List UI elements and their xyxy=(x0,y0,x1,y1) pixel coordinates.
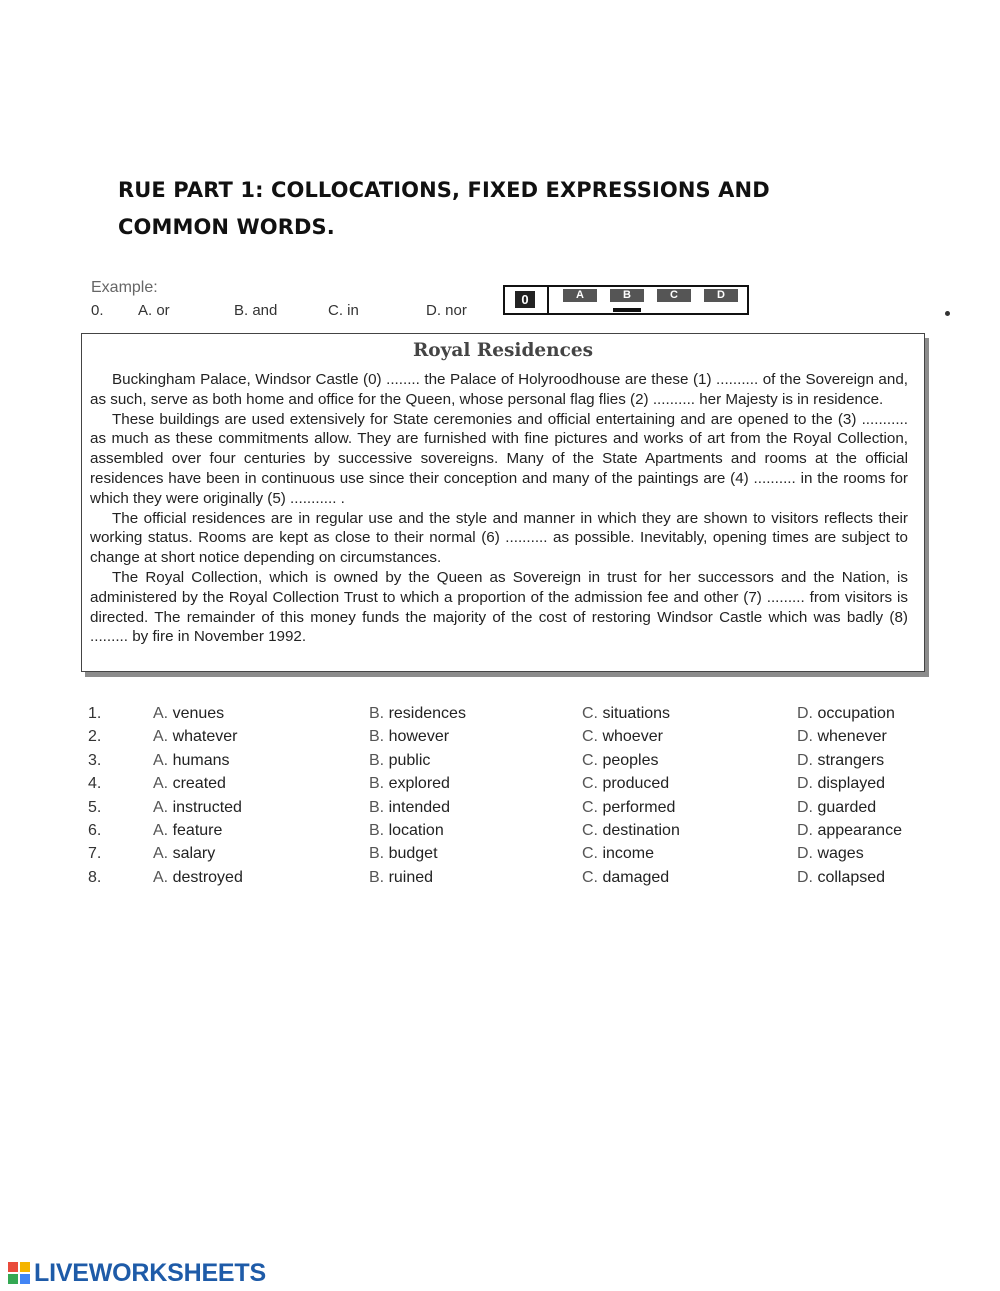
passage-paragraph: These buildings are used extensively for State ceremonies and official entertaining and are opened to the (3) ........... as much as these commitments allow. They are furnished with fine pictures and works of art from the Royal Collection, assembled over four centuries by successive sovereigns. Many of the State Apartments and rooms at the official residences have been in continuous use since their conception and many of the paintings are (4) .......... in the rooms for which they were originally (5) ........... . xyxy=(90,410,908,507)
option-d[interactable]: D. whenever xyxy=(797,728,887,746)
passage-paragraph: The Royal Collection, which is owned by the Queen as Sovereign in trust for her successors and the Nation, is administered by the Royal Collection Trust to which a proportion of the admission fee and other (7) ......... from visitors is directed. The remainder of this money funds the majority of the cost of restoring Windsor Castle which was badly (8) ......... by fire in November 1992. xyxy=(90,568,908,646)
option-a[interactable]: A. destroyed xyxy=(153,868,243,886)
brand-name: LIVEWORKSHEETS xyxy=(34,1259,266,1287)
option-b[interactable]: B. however xyxy=(369,728,450,746)
example-option-c: C. in xyxy=(328,302,359,319)
question-row xyxy=(88,869,928,892)
option-c[interactable]: C. damaged xyxy=(582,868,670,886)
option-d[interactable]: D. guarded xyxy=(797,798,877,816)
example-number: 0. xyxy=(91,302,104,319)
answer-sheet-option-b: B xyxy=(610,289,644,302)
example-answer-sheet xyxy=(503,285,749,315)
option-c[interactable]: C. income xyxy=(582,845,655,863)
question-row xyxy=(88,799,928,822)
option-a[interactable]: A. instructed xyxy=(153,798,242,816)
question-number: 8. xyxy=(88,868,102,886)
passage-title: Royal Residences xyxy=(412,340,594,361)
option-c[interactable]: C. produced xyxy=(582,775,670,793)
question-row xyxy=(88,775,928,798)
example-label: Example: xyxy=(91,279,158,296)
option-b[interactable]: B. explored xyxy=(369,775,450,793)
passage-box xyxy=(81,333,925,672)
option-d[interactable]: D. wages xyxy=(797,845,864,863)
option-c[interactable]: C. performed xyxy=(582,798,676,816)
option-b[interactable]: B. residences xyxy=(369,705,466,722)
question-row xyxy=(88,705,928,728)
question-number: 1. xyxy=(88,705,102,722)
question-number: 4. xyxy=(88,775,102,793)
worksheet-heading: RUE PART 1: COLLOCATIONS, FIXED EXPRESSIONS AND COMMON WORDS. xyxy=(118,178,770,239)
example-option-d: D. nor xyxy=(426,302,467,319)
answer-sheet-option-d: D xyxy=(704,289,738,302)
stray-dot xyxy=(945,311,950,316)
option-c[interactable]: C. situations xyxy=(582,705,671,722)
option-d[interactable]: D. displayed xyxy=(797,775,886,793)
option-c[interactable]: C. peoples xyxy=(582,751,659,769)
answer-sheet-option-c: C xyxy=(657,289,691,302)
option-a[interactable]: A. feature xyxy=(153,821,223,839)
question-number: 5. xyxy=(88,798,102,816)
option-a[interactable]: A. salary xyxy=(153,845,216,863)
example-option-b: B. and xyxy=(234,302,278,319)
option-b[interactable]: B. ruined xyxy=(369,868,434,886)
option-d[interactable]: D. occupation xyxy=(797,705,895,722)
option-b[interactable]: B. budget xyxy=(369,845,438,863)
example-option-a: A. or xyxy=(138,302,170,319)
option-b[interactable]: B. public xyxy=(369,751,431,769)
question-number: 2. xyxy=(88,728,102,746)
answer-sheet-option-a: A xyxy=(563,289,597,302)
question-number: 6. xyxy=(88,821,102,839)
option-a[interactable]: A. whatever xyxy=(153,728,238,746)
question-row xyxy=(88,822,928,845)
passage-paragraph: Buckingham Palace, Windsor Castle (0) ........ the Palace of Holyroodhouse are these (1) .......... of the Sovereign and, as such, serve as both home and office for the Queen, whose personal flag flies (2) .......... her Majesty is in residence. xyxy=(90,371,908,408)
question-number: 3. xyxy=(88,751,102,769)
passage-paragraph: The official residences are in regular use and the style and manner in which they are shown to visitors reflects their working status. Rooms are kept as close to their normal (6) .......... as possible. Inevitably, opening times are subject to change at short notice depending on circumstances. xyxy=(90,509,908,567)
answer-mark-icon xyxy=(613,308,641,312)
passage-text xyxy=(90,370,908,647)
option-a[interactable]: A. humans xyxy=(153,751,230,769)
option-b[interactable]: B. intended xyxy=(369,798,450,816)
answer-sheet-number: 0 xyxy=(505,287,549,313)
question-number: 7. xyxy=(88,845,102,863)
option-c[interactable]: C. whoever xyxy=(582,728,663,746)
option-c[interactable]: C. destination xyxy=(582,821,680,839)
option-b[interactable]: B. location xyxy=(369,821,444,839)
option-d[interactable]: D. collapsed xyxy=(797,868,886,886)
option-a[interactable]: A. venues xyxy=(153,705,225,722)
question-row xyxy=(88,752,928,775)
option-d[interactable]: D. appearance xyxy=(797,821,902,839)
option-a[interactable]: A. created xyxy=(153,775,226,793)
question-row xyxy=(88,728,928,751)
question-list xyxy=(88,705,928,892)
liveworksheets-logo-icon xyxy=(8,1262,30,1284)
question-row xyxy=(88,845,928,868)
option-d[interactable]: D. strangers xyxy=(797,751,885,769)
